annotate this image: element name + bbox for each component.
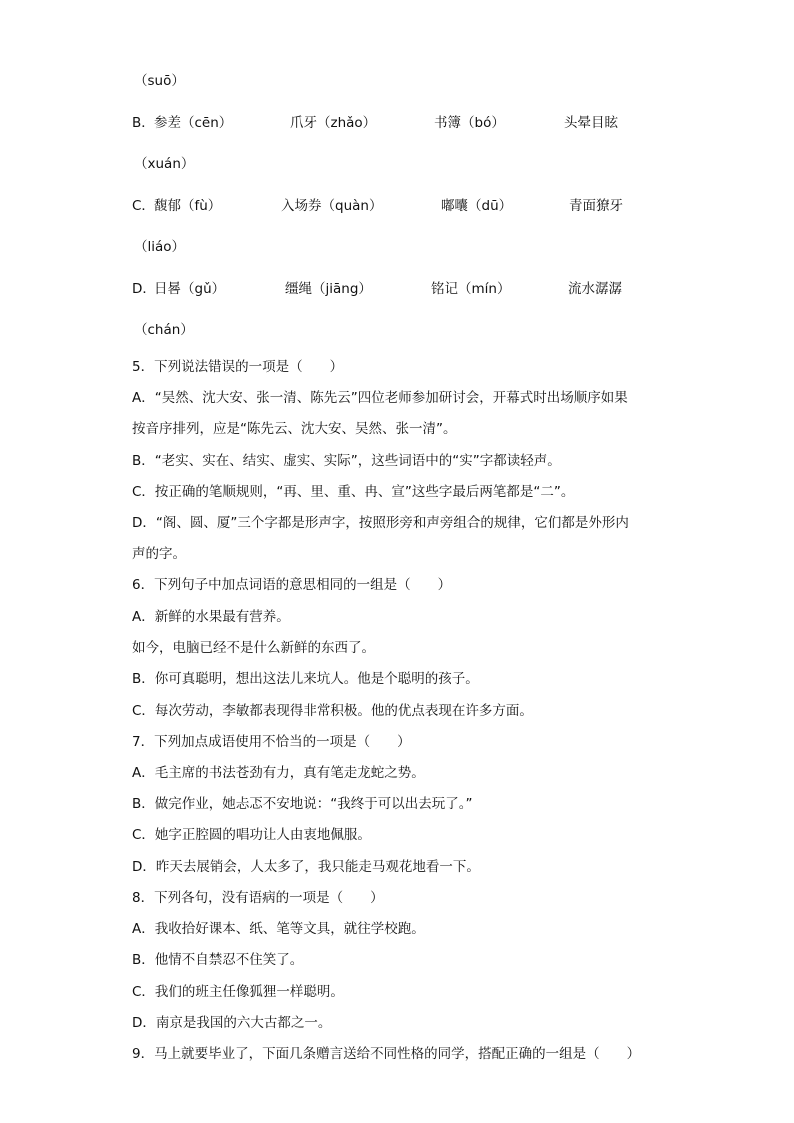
option-item: 嘟囔（dū） — [441, 198, 513, 214]
q6-option-a-continuation: 如今，电脑已经不是什么新鲜的东西了。 — [132, 640, 375, 656]
q6-option-c: C．每次劳动，李敏都表现得非常积极。他的优点表现在许多方面。 — [132, 703, 533, 719]
q4-option-b — [132, 114, 652, 132]
q5-option-a-continuation: 按音序排列，应是“陈先云、沈大安、吴然、张一清”。 — [132, 421, 457, 437]
option-item: 青面獠牙 — [569, 198, 623, 214]
q6-option-a: A．新鲜的水果最有营养。 — [132, 609, 290, 625]
q4-option-d-continuation: （chán） — [134, 322, 194, 338]
option-item: 铭记（mín） — [431, 281, 511, 297]
q4-option-b-continuation: （xuán） — [134, 156, 195, 172]
q8-option-a: A．我收拾好课本、纸、笔等文具，就往学校跑。 — [132, 921, 425, 937]
q5-option-d-continuation: 声的字。 — [132, 546, 186, 562]
q8-option-d: D．南京是我国的六大古都之一。 — [132, 1015, 332, 1031]
q6-option-b: B．你可真聪明，想出这法儿来坑人。他是个聪明的孩子。 — [132, 671, 479, 687]
option-item: 日晷（gǔ） — [154, 281, 226, 297]
q7-option-b: B．做完作业，她忐忑不安地说：“我终于可以出去玩了。” — [132, 796, 473, 812]
option-label: B． — [132, 115, 155, 131]
q5-option-b: B．“老实、实在、结实、虚实、实际”，这些词语中的“实”字都读轻声。 — [132, 453, 561, 469]
q5-option-c: C．按正确的笔顺规则，“再、里、重、冉、宣”这些字最后两笔都是“二”。 — [132, 484, 575, 500]
option-item: 参差（cēn） — [154, 115, 233, 131]
q5-option-a: A．“吴然、沈大安、张一清、陈先云”四位老师参加研讨会，开幕式时出场顺序如果 — [132, 390, 628, 406]
option-item: 头晕目眩 — [564, 115, 618, 131]
q8-option-b: B．他情不自禁忍不住笑了。 — [132, 952, 304, 968]
q8-stem: 8．下列各句，没有语病的一项是（ ） — [132, 890, 384, 906]
option-item: 爪牙（zhǎo） — [290, 115, 377, 131]
option-item: 书簿（bó） — [434, 115, 505, 131]
option-item: 流水潺潺 — [568, 281, 622, 297]
q7-stem: 7．下列加点成语使用不恰当的一项是（ ） — [132, 734, 411, 750]
q8-option-c: C．我们的班主任像狐狸一样聪明。 — [132, 984, 344, 1000]
option-item: 缰绳（jiāng） — [285, 281, 372, 297]
q5-stem: 5．下列说法错误的一项是（ ） — [132, 359, 344, 375]
q6-stem: 6．下列句子中加点词语的意思相同的一组是（ ） — [132, 577, 452, 593]
q7-option-c: C．她字正腔圆的唱功让人由衷地佩服。 — [132, 827, 371, 843]
option-label: D． — [132, 281, 156, 297]
q7-option-d: D．昨天去展销会，人太多了，我只能走马观花地看一下。 — [132, 859, 480, 875]
option-item: 馥郁（fù） — [154, 198, 222, 214]
q4-option-c — [132, 197, 652, 215]
option-label: C． — [132, 198, 155, 214]
q4-option-d — [132, 280, 652, 298]
option-item: 入场券（quàn） — [281, 198, 383, 214]
q4-option-a-continuation: （suō） — [134, 73, 185, 89]
q5-option-d: D．“阁、圆、厦”三个字都是形声字，按照形旁和声旁组合的规律，它们都是外形内 — [132, 515, 629, 531]
q7-option-a: A．毛主席的书法苍劲有力，真有笔走龙蛇之势。 — [132, 765, 425, 781]
q9-stem: 9．马上就要毕业了，下面几条赠言送给不同性格的同学，搭配正确的一组是（ ） — [132, 1046, 641, 1062]
q4-option-c-continuation: （liáo） — [134, 239, 186, 255]
